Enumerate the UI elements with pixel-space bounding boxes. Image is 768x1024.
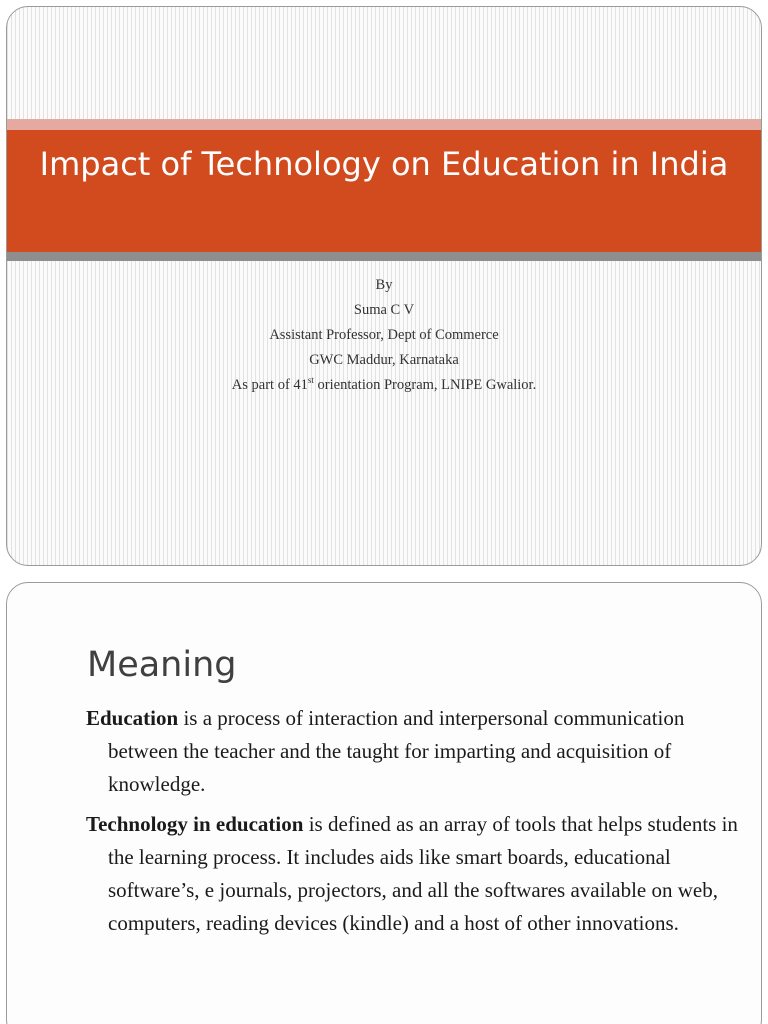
technology-definition-text: is defined as an array of tools that helps students in the learning process. It includes aids like smart boards, educational software’s, e journals, projectors, and all the softwares available on web, computers, reading devices (kindle) and a host of other innovations. [108, 812, 738, 935]
technology-term: Technology in education [86, 812, 304, 836]
education-term: Education [86, 706, 179, 730]
byline-program-suffix: orientation Program, LNIPE Gwalior. [313, 377, 537, 393]
title-slide [6, 6, 762, 566]
title-band-bottom-stripe [7, 252, 761, 261]
byline-author: Suma C V [353, 302, 415, 318]
meaning-heading: Meaning [87, 645, 237, 685]
meaning-slide [6, 582, 762, 1024]
technology-definition [86, 808, 748, 940]
byline-institution: GWC Maddur, Karnataka [309, 352, 459, 368]
title-band-top-stripe [7, 119, 761, 130]
byline-position: Assistant Professor, Dept of Commerce [269, 327, 499, 343]
education-definition-text: is a process of interaction and interpersonal communication between the teacher and the taught for imparting and acquisition of knowledge. [108, 706, 685, 796]
slide-title: Impact of Technology on Education in India [39, 145, 729, 183]
byline-program-prefix: As part of 41 [231, 377, 308, 393]
byline-program [7, 373, 761, 398]
byline-program-superscript: st [307, 375, 314, 386]
education-definition [86, 702, 748, 801]
byline-by: By [375, 277, 393, 293]
byline [7, 273, 761, 398]
